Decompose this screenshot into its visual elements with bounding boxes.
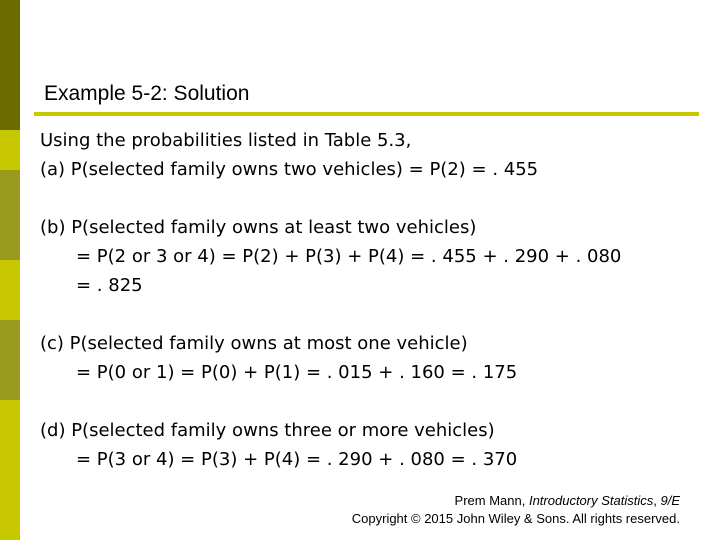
- footer-author: Prem Mann,: [454, 493, 529, 508]
- footer-book-title: Introductory Statistics: [528, 493, 654, 508]
- sidebar-block-light: [0, 400, 20, 540]
- footer-edition: 9/E: [660, 493, 680, 508]
- sidebar-block-mid: [0, 170, 20, 260]
- decorative-sidebar: [0, 0, 20, 540]
- footer-copyright: Copyright © 2015 John Wiley & Sons. All rights reserved.: [351, 511, 680, 526]
- footer-separator: ,: [653, 493, 661, 508]
- part-c-equation: = P(0 or 1) = P(0) + P(1) = . 015 + . 160 = . 175: [76, 362, 518, 383]
- part-b-equation: = P(2 or 3 or 4) = P(2) + P(3) + P(4) = . 455 + . 290 + . 080: [76, 246, 622, 267]
- intro-line: Using the probabilities listed in Table 5.3,: [40, 130, 412, 151]
- sidebar-block-light: [0, 260, 20, 320]
- part-c-heading: (c) P(selected family owns at most one vehicle): [40, 333, 468, 354]
- part-b-result: = . 825: [76, 275, 143, 296]
- part-d-heading: (d) P(selected family owns three or more vehicles): [40, 420, 495, 441]
- title-underline: [34, 112, 699, 116]
- footer-citation: [352, 492, 680, 510]
- sidebar-block-light: [0, 130, 20, 170]
- part-a-line: (a) P(selected family owns two vehicles) = P(2) = . 455: [40, 159, 539, 180]
- part-d-equation: = P(3 or 4) = P(3) + P(4) = . 290 + . 080 = . 370: [76, 449, 518, 470]
- slide-title: Example 5-2: Solution: [44, 82, 250, 105]
- solution-body: [40, 126, 621, 474]
- slide-footer: [352, 492, 680, 528]
- sidebar-block-mid: [0, 320, 20, 400]
- part-b-heading: (b) P(selected family owns at least two vehicles): [40, 217, 477, 238]
- sidebar-block-dark: [0, 0, 20, 130]
